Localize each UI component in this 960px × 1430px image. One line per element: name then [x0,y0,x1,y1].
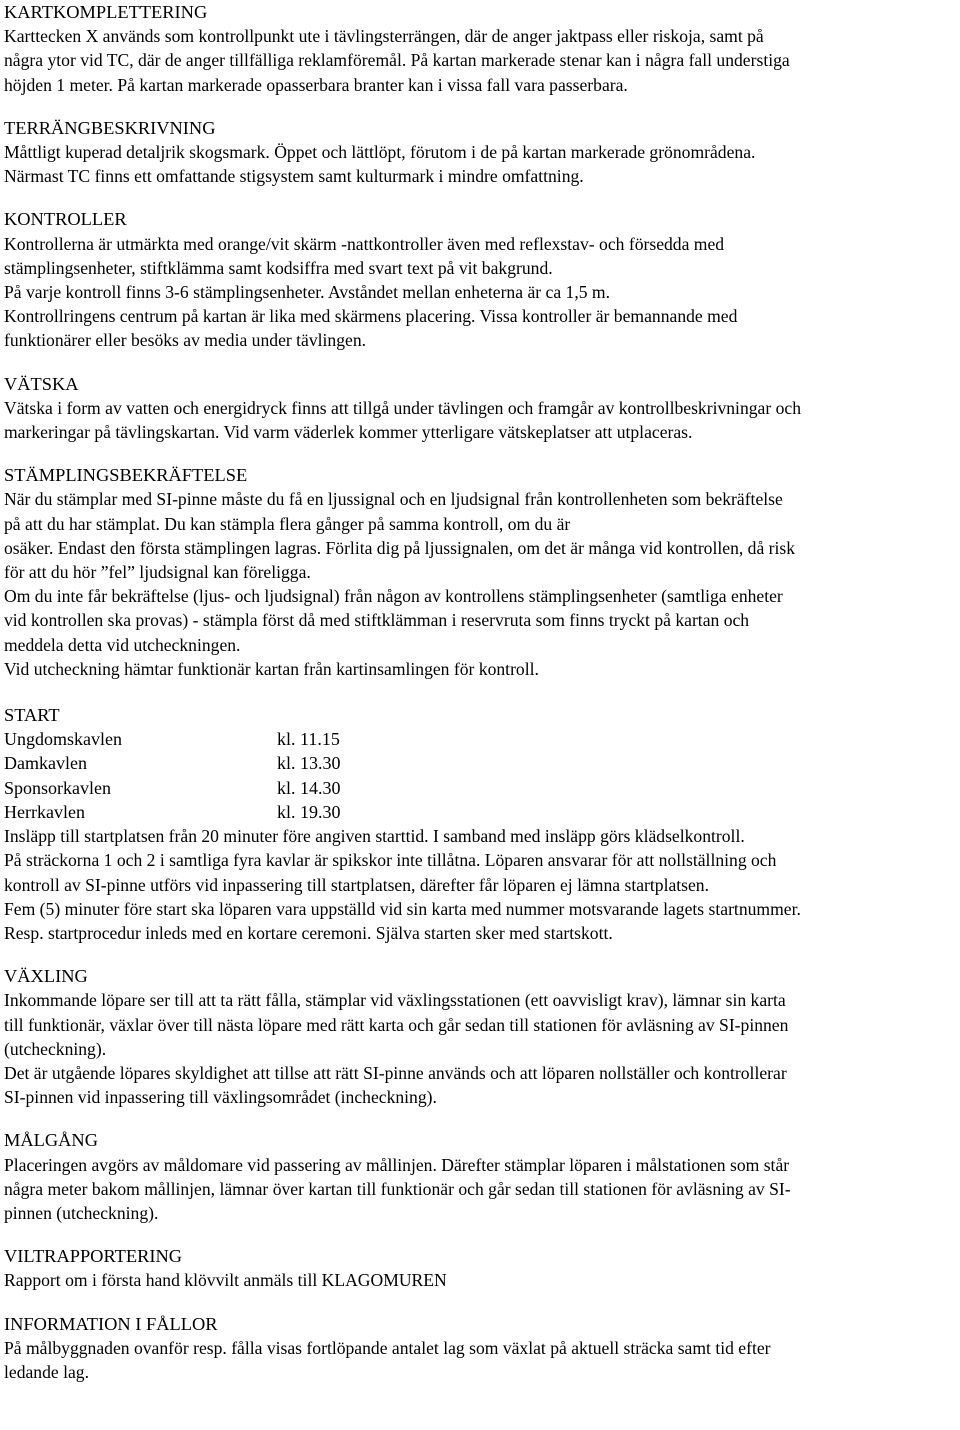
paragraph-line: några meter bakom mållinjen, lämnar över kartan till funktionär och går sedan till stationen för avläsning av SI- [4,1178,791,1199]
paragraph-line: för att du hör ”fel” ljudsignal kan föreligga. [4,562,311,583]
paragraph-line: På sträckorna 1 och 2 i samtliga fyra kavlar är spikskor inte tillåtna. Löparen ansvarar för att nollställning och [4,850,777,871]
paragraph-line: på att du har stämplat. Du kan stämpla flera gånger på samma kontroll, om du är [4,513,571,534]
start-time-row [4,776,958,800]
paragraph-line: stämplingsenheter, stiftklämma samt kodsiffra med svart text på vit bakgrund. [4,257,553,278]
start-time-row [4,800,958,824]
section-spacer [4,353,958,372]
relay-name: Sponsorkavlen [4,777,111,798]
section-heading: MÅLGÅNG [4,1130,98,1151]
section-heading: VILTRAPPORTERING [4,1246,183,1267]
paragraph-line: Närmast TC finns ett omfattande stigsystem samt kulturmark i mindre omfattning. [4,166,584,187]
paragraph-line: Rapport om i första hand klövvilt anmäls till KLAGOMUREN [4,1270,447,1291]
paragraph-line: ledande lag. [4,1361,89,1382]
paragraph-line: På målbyggnaden ovanför resp. fålla visas fortlöpande antalet lag som växlat på aktuell sträcka samt tid efter [4,1337,771,1358]
paragraph-line: (utcheckning). [4,1038,107,1059]
paragraph-line: När du stämplar med SI-pinne måste du få en ljussignal och en ljudsignal från kontrollenheten som bekräftelse [4,489,783,510]
section-kartkomplettering [4,0,958,97]
paragraph-line: några ytor vid TC, där de anger tillfälliga reklamföremål. På kartan markerade stenar kan i några fall understiga [4,50,790,71]
paragraph-line: Karttecken X används som kontrollpunkt ute i tävlingsterrängen, där de anger jaktpass eller riskoja, samt på [4,26,764,47]
paragraph-line: Insläpp till startplatsen från 20 minuter före angiven starttid. I samband med insläpp görs klädselkontroll. [4,826,745,847]
paragraph-line: Vid utcheckning hämtar funktionär kartan från kartinsamlingen för kontroll. [4,658,539,679]
section-spacer [4,188,958,207]
paragraph-line: markeringar på tävlingskartan. Vid varm väderlek kommer ytterligare vätskeplatser att utplaceras. [4,422,693,443]
relay-start-time: kl. 13.30 [277,753,341,774]
section-heading: VÄXLING [4,966,88,987]
section-heading: INFORMATION I FÅLLOR [4,1313,218,1334]
paragraph-line: meddela detta vid utcheckningen. [4,634,241,655]
section-spacer [4,1109,958,1128]
section-information [4,1312,958,1385]
paragraph-line: vid kontrollen ska provas) - stämpla först då med stiftklämman i reservruta som finns tryckt på kartan och [4,610,750,631]
paragraph-line: Resp. startprocedur inleds med en kortare ceremoni. Själva starten sker med startskott. [4,922,613,943]
relay-name: Ungdomskavlen [4,729,122,750]
section-start [4,703,958,945]
paragraph-line: Kontrollringens centrum på kartan är lika med skärmens placering. Vissa kontroller är bemannande med [4,306,738,327]
section-vatska [4,372,958,445]
section-spacer [4,97,958,116]
section-spacer [4,1225,958,1244]
start-time-row [4,751,958,775]
start-time-row [4,727,958,751]
paragraph-line: SI-pinnen vid inpassering till växlingsområdet (incheckning). [4,1087,437,1108]
relay-start-time: kl. 19.30 [277,801,341,822]
section-malgang [4,1128,958,1225]
document-page [4,0,958,1384]
paragraph-line: kontroll av SI-pinne utförs vid inpassering till startplatsen, därefter får löparen ej lämna startplatsen. [4,874,710,895]
section-heading: KARTKOMPLETTERING [4,2,208,22]
paragraph-line: Inkommande löpare ser till att ta rätt fålla, stämplar vid växlingsstationen (ett oavvisligt krav), lämnar sin karta [4,990,786,1011]
section-spacer [4,945,958,964]
section-vaxling [4,964,958,1109]
paragraph-line: Kontrollerna är utmärkta med orange/vit skärm -nattkontroller även med reflexstav- och försedda med [4,233,725,254]
section-heading: START [4,705,60,726]
paragraph-line: till funktionär, växlar över till nästa löpare med rätt karta och går sedan till stationen för avläsning av SI-pinnen [4,1014,789,1035]
paragraph-line: osäker. Endast den första stämplingen lagras. Förlita dig på ljussignalen, om det är många vid kontrollen, då risk [4,537,796,558]
paragraph-line: Om du inte får bekräftelse (ljus- och ljudsignal) från någon av kontrollens stämplingsenheter (samtliga enheter [4,586,783,607]
relay-name: Damkavlen [4,753,87,774]
paragraph-line: Det är utgående löpares skyldighet att tillse att rätt SI-pinne används och att löparen nollställer och kontrollerar [4,1062,787,1083]
paragraph-line: På varje kontroll finns 3-6 stämplingsenheter. Avståndet mellan enheterna är ca 1,5 m. [4,282,610,303]
relay-start-time: kl. 14.30 [277,777,341,798]
section-kontroller [4,207,958,352]
section-heading: STÄMPLINGSBEKRÄFTELSE [4,465,248,486]
paragraph-line: höjden 1 meter. På kartan markerade opasserbara branter kan i vissa fall vara passerbara. [4,74,628,95]
paragraph-line: pinnen (utcheckning). [4,1202,159,1223]
section-stamplingsbekraftelse [4,463,958,681]
section-spacer [4,681,958,703]
section-heading: VÄTSKA [4,373,79,394]
relay-start-time: kl. 11.15 [277,729,340,750]
paragraph-line: Fem (5) minuter före start ska löparen vara uppställd vid sin karta med nummer motsvarande lagets startnummer. [4,898,801,919]
section-spacer [4,444,958,463]
paragraph-line: Måttligt kuperad detaljrik skogsmark. Öppet och lättlöpt, förutom i de på kartan markerade grönområdena. [4,142,756,163]
paragraph-line: funktionärer eller besöks av media under tävlingen. [4,330,367,351]
section-heading: KONTROLLER [4,209,127,230]
relay-name: Herrkavlen [4,801,85,822]
paragraph-line: Vätska i form av vatten och energidryck finns att tillgå under tävlingen och framgår av kontrollbeskrivningar och [4,397,802,418]
paragraph-line: Placeringen avgörs av måldomare vid passering av mållinjen. Därefter stämplar löparen i målstationen som står [4,1154,790,1175]
section-viltrapportering [4,1244,958,1292]
section-terrangbeskrivning [4,116,958,189]
section-heading: TERRÄNGBESKRIVNING [4,117,216,138]
section-spacer [4,1293,958,1312]
